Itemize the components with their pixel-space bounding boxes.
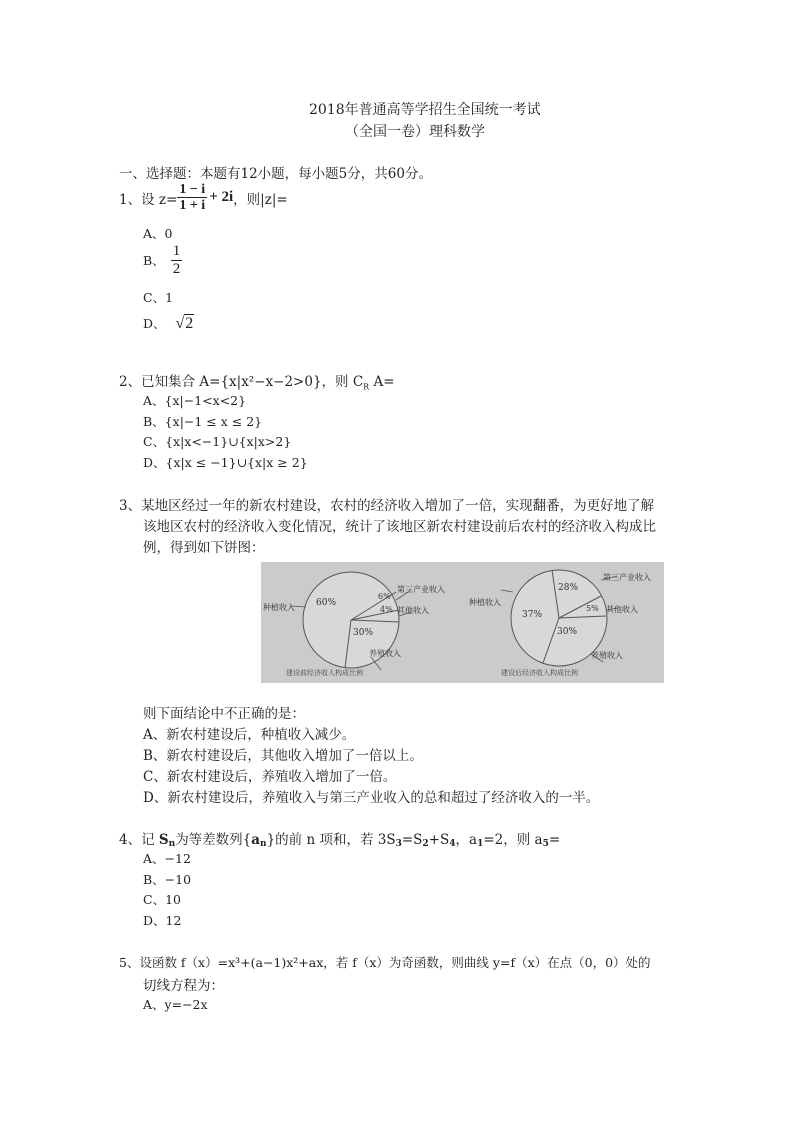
pie-before-label-a: 第三产业收入 (397, 585, 445, 594)
pie-charts-photo (261, 562, 664, 683)
q2-option-c: C、{x|x<−1}∪{x|x>2} (143, 434, 292, 449)
q4-s3-sub: 3 (395, 839, 402, 849)
section-heading: 一、选择题：本题有12小题，每小题5分，共60分。 (119, 166, 432, 182)
q3-line-1: 3、某地区经过一年的新农村建设，农村的经济收入增加了一倍，实现翻番，为更好地了解 (119, 498, 655, 514)
q1-option-b-numerator: 1 (172, 243, 181, 259)
q2-stem: 2、已知集合 A={x|x²−x−2>0}，则 C (119, 374, 364, 390)
q1-option-b-denominator: 2 (172, 260, 181, 277)
q1-option-a: A、0 (143, 226, 173, 241)
pie-after-caption: 建设后经济收入构成比例 (501, 669, 578, 677)
q5-line-1: 5、设函数 f（x）=x³+(a−1)x²+ax，若 f（x）为奇函数，则曲线 y=f（x）在点（0，0）处的 (119, 955, 651, 970)
q4-part-3: }的前 n 项和，若 3S (266, 832, 396, 848)
q3-line-2: 该地区农村的经济收入变化情况，统计了该地区新农村建设前后农村的经济收入构成比 (143, 519, 656, 535)
q2-option-a: A、{x|−1<x<2} (143, 393, 247, 408)
pie-after-label-main: 种植收入 (469, 598, 501, 607)
q4-a5-sub: 5 (542, 839, 549, 849)
q1-fraction-denominator: 1 + i (179, 198, 206, 214)
q4-option-d: D、12 (143, 913, 182, 928)
q5-line-2: 切线方程为： (143, 978, 224, 994)
pie-before-pct-c: 30% (353, 628, 374, 638)
q1-suffix: ，则|z|= (233, 191, 288, 208)
q4-part-5: +S (428, 832, 450, 848)
pie-after-label-c: 养殖收入 (591, 651, 623, 660)
q4-option-b: B、−10 (143, 872, 192, 887)
q1-option-b-label: B、 (143, 253, 165, 268)
q2-option-d: D、{x|x ≤ −1}∪{x|x ≥ 2} (143, 455, 308, 470)
q1-option-c: C、1 (143, 290, 174, 305)
q4-a-sub: n (260, 839, 267, 849)
q1-fraction (177, 182, 207, 214)
pie-after-pct-a: 28% (558, 583, 579, 593)
pie-before-pct-main: 60% (316, 598, 337, 608)
q1-option-b (143, 243, 182, 277)
q3-option-b: B、新农村建设后，其他收入增加了一倍以上。 (143, 748, 423, 764)
q3-question: 则下面结论中不正确的是： (143, 706, 305, 722)
q1-option-d-radicand: 2 (185, 315, 194, 332)
question-1 (119, 182, 288, 214)
q3-option-a: A、新农村建设后，种植收入减少。 (143, 727, 356, 743)
pie-after-label-a: 第三产业收入 (603, 573, 651, 582)
q4-s-sub: n (168, 839, 176, 849)
q4-a: a (251, 832, 261, 848)
q4-a1-sub: 1 (477, 839, 484, 849)
pie-after-pct-c: 30% (557, 627, 578, 637)
q4-s4-sub: 4 (449, 839, 456, 849)
pie-before-label-main: 种植收入 (263, 603, 295, 612)
q1-option-d (143, 314, 194, 333)
q4-s: S (158, 832, 169, 848)
q4-option-c: C、10 (143, 892, 181, 907)
pie-before-pct-b: 4% (380, 605, 393, 614)
q4-part-7: =2，则 a (483, 832, 543, 848)
pie-before-label-b: 其他收入 (397, 606, 429, 615)
q1-option-b-fraction (171, 243, 183, 277)
q1-fraction-numerator: 1 − i (179, 182, 206, 197)
q4-part-6: ，a (455, 832, 478, 848)
q4-part-1: 4、记 (119, 832, 159, 848)
q3-option-d: D、新农村建设后，养殖收入与第三产业收入的总和超过了经济收入的一半。 (143, 790, 600, 806)
question-4 (119, 828, 560, 849)
pie-after-pct-main: 37% (522, 610, 543, 620)
exam-subtitle: （全国一卷）理科数学 (345, 124, 485, 140)
q1-option-d-sqrt: √2 (175, 315, 194, 332)
q4-s2-sub: 2 (422, 839, 429, 849)
q4-option-a: A、−12 (143, 851, 191, 866)
q5-option-a: A、y=−2x (143, 997, 208, 1012)
exam-title: 2018年普通高等学招生全国统一考试 (309, 102, 541, 118)
q3-line-3: 例，得到如下饼图： (143, 540, 265, 556)
pie-before-caption: 建设前经济收入构成比例 (286, 669, 363, 677)
q2-stem-subscript: R (363, 382, 370, 392)
q4-part-8: = (548, 832, 561, 848)
q1-plus-term: + 2i (209, 189, 234, 206)
q1-prefix: 1、设 z= (119, 191, 178, 208)
q2-stem-end: A= (369, 374, 395, 390)
q3-option-c: C、新农村建设后，养殖收入增加了一倍。 (143, 769, 397, 785)
q1-option-d-label: D、 (143, 316, 166, 331)
q4-part-4: =S (401, 832, 423, 848)
question-2 (119, 370, 395, 392)
q4-part-2: 为等差数列{ (175, 832, 252, 848)
q2-option-b: B、{x|−1 ≤ x ≤ 2} (143, 414, 263, 429)
pie-after-label-b: 其他收入 (606, 605, 638, 614)
pie-after-pct-b: 5% (586, 604, 599, 613)
pie-before-pct-a: 6% (378, 592, 391, 601)
pie-before-label-c: 养殖收入 (369, 649, 401, 658)
